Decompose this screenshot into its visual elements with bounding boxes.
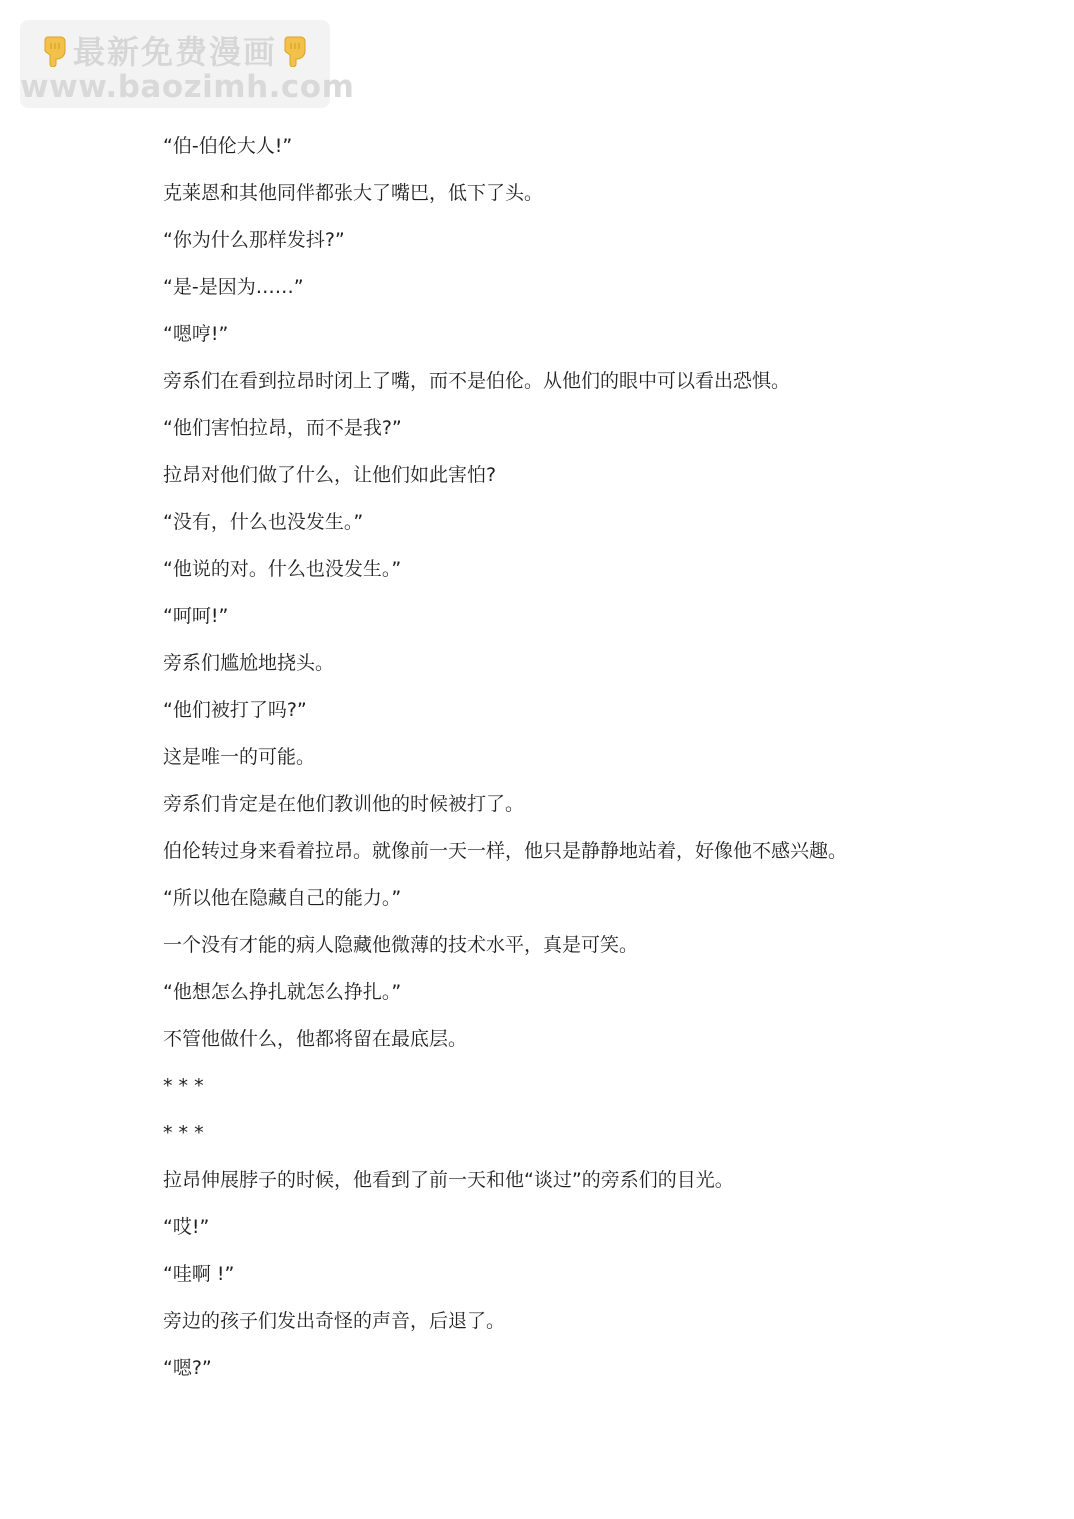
paragraph: 不管他做什么，他都将留在最底层。 — [163, 1028, 468, 1050]
paragraph: 旁边的孩子们发出奇怪的声音，后退了。 — [163, 1310, 506, 1332]
paragraph: 一个没有才能的病人隐藏他微薄的技术水平，真是可笑。 — [163, 934, 639, 956]
paragraph: “他们被打了吗?” — [163, 699, 307, 721]
paragraph: “嗯?” — [163, 1357, 212, 1379]
watermark-banner — [20, 20, 355, 108]
pointing-down-hand-icon — [41, 33, 69, 67]
paragraph: “他说的对。什么也没发生。” — [163, 558, 402, 580]
paragraph: 旁系们肯定是在他们教训他的时候被打了。 — [163, 793, 525, 815]
scene-break: * * * — [163, 1122, 204, 1144]
paragraph: “是-是因为……” — [163, 276, 304, 298]
watermark-title: 最新免费漫画 — [72, 33, 277, 71]
paragraph: 克莱恩和其他同伴都张大了嘴巴，低下了头。 — [163, 182, 544, 204]
paragraph: 伯伦转过身来看着拉昂。就像前一天一样，他只是静静地站着，好像他不感兴趣。 — [163, 840, 848, 862]
scene-break: * * * — [163, 1075, 204, 1097]
paragraph: 这是唯一的可能。 — [163, 746, 316, 768]
paragraph: “哎!” — [163, 1216, 210, 1238]
paragraph: “所以他在隐藏自己的能力。” — [163, 887, 402, 909]
paragraph: 旁系们在看到拉昂时闭上了嘴，而不是伯伦。从他们的眼中可以看出恐惧。 — [163, 370, 791, 392]
paragraph: “你为什么那样发抖?” — [163, 229, 345, 251]
paragraph: “伯-伯伦大人!” — [163, 135, 293, 157]
story-text — [163, 127, 1023, 1396]
paragraph: “他们害怕拉昂，而不是我?” — [163, 417, 402, 439]
paragraph: 旁系们尴尬地挠头。 — [163, 652, 335, 674]
paragraph: “他想怎么挣扎就怎么挣扎。” — [163, 981, 402, 1003]
paragraph: 拉昂对他们做了什么，让他们如此害怕? — [163, 464, 497, 486]
pointing-down-hand-icon — [281, 33, 309, 67]
paragraph: “呵呵!” — [163, 605, 229, 627]
paragraph: 拉昂伸展脖子的时候，他看到了前一天和他“谈过”的旁系们的目光。 — [163, 1169, 734, 1191]
paragraph: “没有，什么也没发生。” — [163, 511, 364, 533]
watermark-title-row — [20, 30, 330, 70]
paragraph: “嗯哼!” — [163, 323, 229, 345]
paragraph: “哇啊 !” — [163, 1263, 235, 1285]
watermark-url: www.baozimh.com — [20, 69, 355, 105]
